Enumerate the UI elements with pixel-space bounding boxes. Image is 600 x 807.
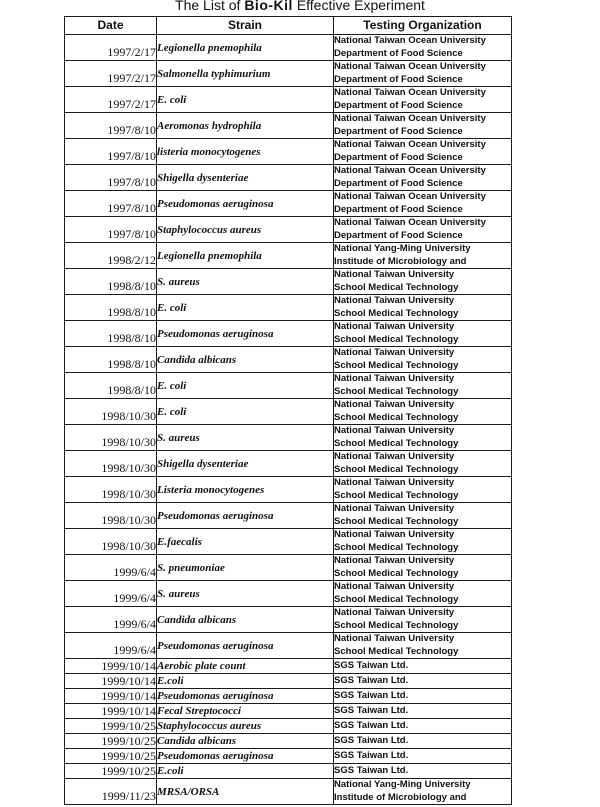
table-row: [65, 581, 512, 607]
strain-cell: listeria monocytogenes: [157, 139, 334, 165]
date-cell: 1998/10/30: [65, 399, 157, 425]
table-row: [65, 659, 512, 674]
date-cell: 1998/8/10: [65, 295, 157, 321]
organization-cell: [334, 373, 512, 399]
organization-line: Institude of Microbiology and: [334, 255, 467, 267]
organization-line: School Medical Technology: [334, 437, 459, 449]
strain-cell: Salmonella typhimurium: [157, 61, 334, 87]
organization-line: National Taiwan University: [334, 347, 455, 358]
date-cell: 1999/10/25: [65, 734, 157, 749]
organization-cell: [334, 139, 512, 165]
date-header: Date: [65, 17, 157, 35]
table-row: [65, 719, 512, 734]
strain-cell: E. coli: [157, 399, 334, 425]
strain-cell: S. aureus: [157, 581, 334, 607]
organization-line: Department of Food Science: [334, 151, 463, 163]
organization-line: National Taiwan University: [334, 451, 455, 462]
strain-cell: Pseudomonas aeruginosa: [157, 503, 334, 529]
strain-header: Strain: [157, 17, 334, 35]
strain-cell: Pseudomonas aeruginosa: [157, 749, 334, 764]
date-cell: 1998/10/30: [65, 529, 157, 555]
title-brand: Bio-Kil: [244, 0, 293, 13]
organization-line: Department of Food Science: [334, 203, 463, 215]
date-cell: 1999/6/4: [65, 633, 157, 659]
table-row: [65, 295, 512, 321]
organization-line: National Taiwan University: [334, 503, 455, 514]
date-cell: 1997/8/10: [65, 139, 157, 165]
date-cell: 1998/10/30: [65, 425, 157, 451]
table-row: [65, 764, 512, 779]
organization-line: School Medical Technology: [334, 567, 459, 579]
table-row: [65, 35, 512, 61]
organization-line: National Taiwan Ocean University: [334, 191, 486, 202]
date-cell: 1997/2/17: [65, 61, 157, 87]
organization-line: Institude of Microbiology and: [334, 791, 467, 803]
title-prefix: The List of: [175, 0, 241, 13]
organization-line: National Taiwan University: [334, 399, 455, 410]
organization-cell: [334, 165, 512, 191]
date-cell: 1997/8/10: [65, 217, 157, 243]
table-body: [65, 35, 512, 805]
organization-line: School Medical Technology: [334, 385, 459, 397]
organization-line: SGS Taiwan Ltd.: [334, 735, 409, 746]
organization-line: SGS Taiwan Ltd.: [334, 675, 409, 686]
organization-line: National Taiwan University: [334, 373, 455, 384]
date-cell: 1997/2/17: [65, 87, 157, 113]
strain-cell: Staphylococcus aureus: [157, 217, 334, 243]
date-cell: 1998/8/10: [65, 373, 157, 399]
date-cell: 1998/8/10: [65, 347, 157, 373]
organization-cell: [334, 633, 512, 659]
organization-line: National Taiwan Ocean University: [334, 165, 486, 176]
organization-cell: [334, 269, 512, 295]
document-title: [0, 0, 600, 14]
table-row: [65, 689, 512, 704]
table-row: [65, 165, 512, 191]
organization-cell: [334, 581, 512, 607]
organization-line: School Medical Technology: [334, 619, 459, 631]
organization-cell: [334, 35, 512, 61]
date-cell: 1998/10/30: [65, 503, 157, 529]
organization-line: School Medical Technology: [334, 307, 459, 319]
date-cell: 1999/6/4: [65, 607, 157, 633]
date-cell: 1998/10/30: [65, 451, 157, 477]
date-cell: 1998/2/12: [65, 243, 157, 269]
organization-cell: [334, 503, 512, 529]
organization-line: National Taiwan Ocean University: [334, 217, 486, 228]
organization-line: National Taiwan Ocean University: [334, 87, 486, 98]
organization-cell: [334, 659, 512, 674]
strain-cell: Candida albicans: [157, 347, 334, 373]
organization-cell: [334, 399, 512, 425]
date-cell: 1999/10/14: [65, 674, 157, 689]
organization-line: National Taiwan Ocean University: [334, 61, 486, 72]
table-row: [65, 503, 512, 529]
date-cell: 1997/8/10: [65, 191, 157, 217]
organization-cell: [334, 555, 512, 581]
date-cell: 1997/8/10: [65, 113, 157, 139]
organization-cell: [334, 764, 512, 779]
organization-line: National Taiwan Ocean University: [334, 139, 486, 150]
organization-line: National Taiwan University: [334, 529, 455, 540]
table-row: [65, 674, 512, 689]
table-row: [65, 555, 512, 581]
organization-line: School Medical Technology: [334, 515, 459, 527]
organization-cell: [334, 295, 512, 321]
table-row: [65, 139, 512, 165]
date-cell: 1999/6/4: [65, 555, 157, 581]
strain-cell: E. coli: [157, 295, 334, 321]
organization-cell: [334, 734, 512, 749]
organization-cell: [334, 191, 512, 217]
organization-cell: [334, 719, 512, 734]
organization-line: SGS Taiwan Ltd.: [334, 690, 409, 701]
organization-cell: [334, 321, 512, 347]
table-row: [65, 749, 512, 764]
table-row: [65, 633, 512, 659]
organization-cell: [334, 61, 512, 87]
strain-cell: Candida albicans: [157, 734, 334, 749]
organization-line: Department of Food Science: [334, 229, 463, 241]
strain-cell: S. pneumoniae: [157, 555, 334, 581]
organization-line: National Taiwan University: [334, 555, 455, 566]
organization-cell: [334, 217, 512, 243]
organization-line: Department of Food Science: [334, 125, 463, 137]
date-cell: 1997/2/17: [65, 35, 157, 61]
table-row: [65, 191, 512, 217]
table-row: [65, 61, 512, 87]
organization-cell: [334, 113, 512, 139]
organization-cell: [334, 425, 512, 451]
strain-cell: Pseudomonas aeruginosa: [157, 689, 334, 704]
organization-line: Department of Food Science: [334, 177, 463, 189]
strain-cell: Pseudomonas aeruginosa: [157, 321, 334, 347]
organization-line: National Taiwan University: [334, 607, 455, 618]
table-row: [65, 477, 512, 503]
strain-cell: MRSA/ORSA: [157, 779, 334, 805]
date-cell: 1999/10/14: [65, 659, 157, 674]
date-cell: 1999/10/25: [65, 764, 157, 779]
organization-line: School Medical Technology: [334, 593, 459, 605]
organization-cell: [334, 674, 512, 689]
organization-line: National Taiwan University: [334, 295, 455, 306]
organization-line: National Yang-Ming University: [334, 779, 471, 790]
organization-line: SGS Taiwan Ltd.: [334, 750, 409, 761]
table-row: [65, 529, 512, 555]
date-cell: 1999/10/14: [65, 704, 157, 719]
organization-line: SGS Taiwan Ltd.: [334, 765, 409, 776]
organization-line: National Taiwan University: [334, 633, 455, 644]
date-cell: 1998/8/10: [65, 269, 157, 295]
date-cell: 1999/11/23: [65, 779, 157, 805]
organization-line: National Yang-Ming University: [334, 243, 471, 254]
organization-line: National Taiwan Ocean University: [334, 35, 486, 46]
strain-cell: Legionella pnemophila: [157, 243, 334, 269]
organization-line: SGS Taiwan Ltd.: [334, 705, 409, 716]
organization-line: Department of Food Science: [334, 99, 463, 111]
strain-cell: Pseudomonas aeruginosa: [157, 633, 334, 659]
strain-cell: S. aureus: [157, 269, 334, 295]
organization-line: School Medical Technology: [334, 281, 459, 293]
organization-line: SGS Taiwan Ltd.: [334, 720, 409, 731]
organization-cell: [334, 529, 512, 555]
table-row: [65, 607, 512, 633]
organization-line: School Medical Technology: [334, 411, 459, 423]
table-row: [65, 113, 512, 139]
table-row: [65, 243, 512, 269]
date-cell: 1999/10/25: [65, 749, 157, 764]
organization-line: School Medical Technology: [334, 463, 459, 475]
strain-cell: Listeria monocytogenes: [157, 477, 334, 503]
date-cell: 1999/6/4: [65, 581, 157, 607]
organization-cell: [334, 689, 512, 704]
organization-line: SGS Taiwan Ltd.: [334, 660, 409, 671]
strain-cell: Legionella pnemophila: [157, 35, 334, 61]
date-cell: 1997/8/10: [65, 165, 157, 191]
table-row: [65, 451, 512, 477]
organization-line: National Taiwan Ocean University: [334, 113, 486, 124]
organization-cell: [334, 704, 512, 719]
organization-cell: [334, 347, 512, 373]
table-row: [65, 87, 512, 113]
table-row: [65, 704, 512, 719]
organization-line: National Taiwan University: [334, 581, 455, 592]
experiment-table: [64, 16, 512, 805]
organization-line: School Medical Technology: [334, 645, 459, 657]
organization-line: National Taiwan University: [334, 425, 455, 436]
organization-cell: [334, 779, 512, 805]
table-row: [65, 399, 512, 425]
strain-cell: Shigella dysenteriae: [157, 451, 334, 477]
strain-cell: E.coli: [157, 764, 334, 779]
date-cell: 1999/10/25: [65, 719, 157, 734]
strain-cell: Aerobic plate count: [157, 659, 334, 674]
strain-cell: E.coli: [157, 674, 334, 689]
table-row: [65, 269, 512, 295]
organization-line: National Taiwan University: [334, 321, 455, 332]
strain-cell: Candida albicans: [157, 607, 334, 633]
date-cell: 1999/10/14: [65, 689, 157, 704]
strain-cell: E. coli: [157, 373, 334, 399]
organization-cell: [334, 243, 512, 269]
strain-cell: S. aureus: [157, 425, 334, 451]
date-cell: 1998/10/30: [65, 477, 157, 503]
org-header: Testing Organization: [334, 17, 512, 35]
organization-cell: [334, 749, 512, 764]
table-row: [65, 373, 512, 399]
title-suffix: Effective Experiment: [296, 0, 425, 13]
organization-line: School Medical Technology: [334, 359, 459, 371]
table-row: [65, 425, 512, 451]
organization-line: Department of Food Science: [334, 47, 463, 59]
table-row: [65, 217, 512, 243]
table-row: [65, 779, 512, 805]
organization-cell: [334, 607, 512, 633]
organization-cell: [334, 451, 512, 477]
strain-cell: E. coli: [157, 87, 334, 113]
table-header-row: [65, 17, 512, 35]
table-row: [65, 347, 512, 373]
strain-cell: Staphylococcus aureus: [157, 719, 334, 734]
strain-cell: Fecal Streptococci: [157, 704, 334, 719]
date-cell: 1998/8/10: [65, 321, 157, 347]
organization-line: National Taiwan University: [334, 477, 455, 488]
organization-cell: [334, 477, 512, 503]
strain-cell: Shigella dysenteriae: [157, 165, 334, 191]
organization-line: School Medical Technology: [334, 333, 459, 345]
strain-cell: Aeromonas hydrophila: [157, 113, 334, 139]
organization-line: Department of Food Science: [334, 73, 463, 85]
strain-cell: E.faecalis: [157, 529, 334, 555]
table-row: [65, 321, 512, 347]
organization-line: School Medical Technology: [334, 489, 459, 501]
organization-line: School Medical Technology: [334, 541, 459, 553]
strain-cell: Pseudomonas aeruginosa: [157, 191, 334, 217]
organization-line: National Taiwan University: [334, 269, 455, 280]
organization-cell: [334, 87, 512, 113]
table-row: [65, 734, 512, 749]
